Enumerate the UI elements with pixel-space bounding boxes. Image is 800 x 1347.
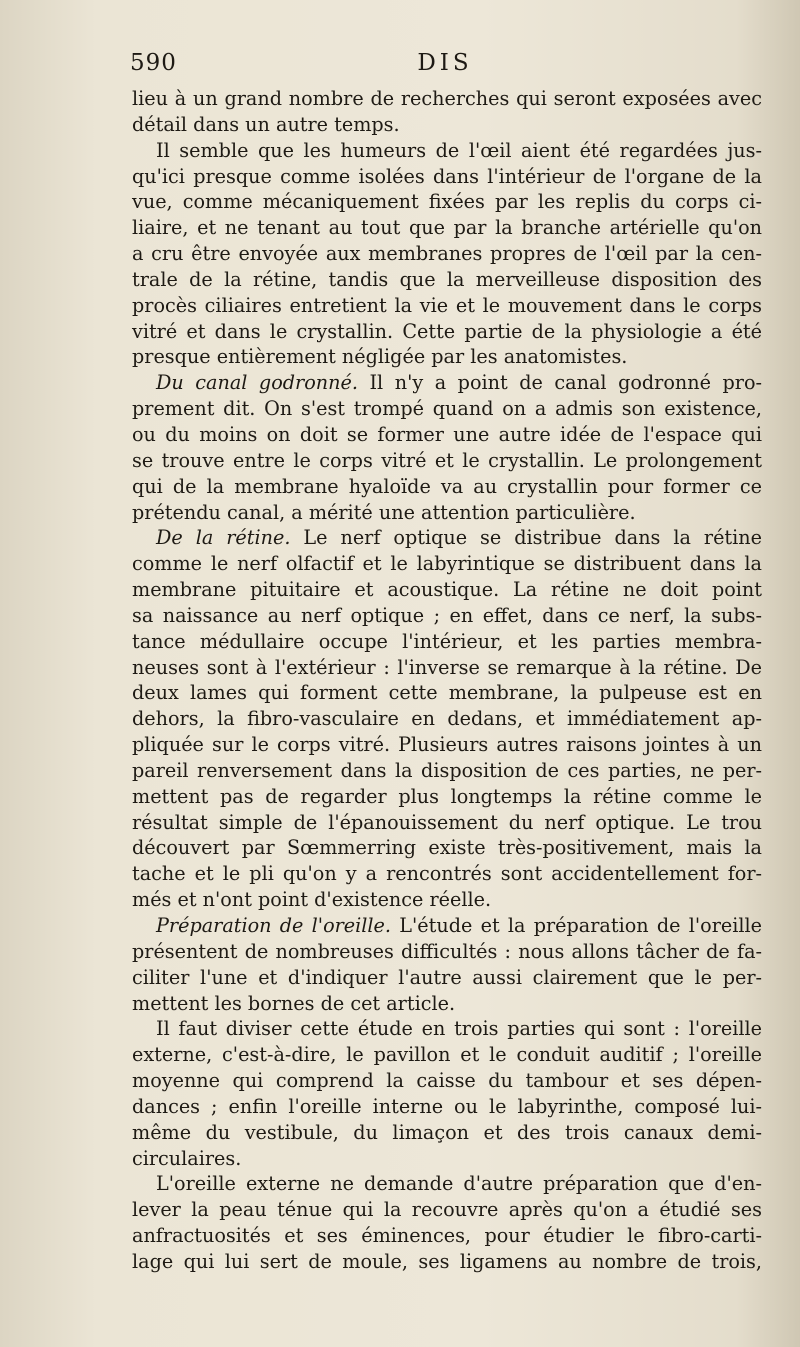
text-line bbox=[132, 525, 762, 551]
line-text: liaire, et ne tenant au tout que par la branche artérielle qu'on bbox=[132, 216, 762, 240]
line-text: més et n'ont point d'existence réelle. bbox=[132, 888, 492, 912]
text-line bbox=[132, 706, 762, 732]
text-line bbox=[132, 577, 762, 603]
text-line bbox=[132, 164, 762, 190]
text-line bbox=[132, 887, 762, 913]
line-text: sa naissance au nerf optique ; en effet, dans ce nerf, la subs- bbox=[132, 603, 762, 627]
text-line bbox=[132, 1068, 762, 1094]
section-heading: Du canal godronné. bbox=[156, 371, 358, 395]
text-line bbox=[132, 138, 762, 164]
section-heading: De la rétine. bbox=[156, 526, 291, 550]
text-line bbox=[132, 939, 762, 965]
section-heading: Préparation de l'oreille. bbox=[156, 914, 392, 937]
text-line bbox=[132, 112, 762, 138]
line-text: mettent pas de regarder plus longtemps la rétine comme le bbox=[132, 784, 762, 808]
text-line bbox=[132, 680, 762, 706]
text-line bbox=[132, 1120, 762, 1146]
line-text: ou du moins on doit se former une autre idée de l'espace qui bbox=[132, 422, 762, 446]
page-number: 590 bbox=[130, 50, 177, 76]
text-line bbox=[132, 474, 762, 500]
line-text: qui de la membrane hyaloïde va au crystallin pour former ce bbox=[132, 474, 762, 498]
line-text: mettent les bornes de cet article. bbox=[132, 991, 456, 1015]
text-line bbox=[132, 293, 762, 319]
text-line bbox=[132, 189, 762, 215]
line-text: Il n'y a point de canal godronné pro- bbox=[357, 371, 762, 395]
text-line bbox=[132, 86, 762, 112]
line-text: résultat simple de l'épanouissement du nerf optique. Le trou bbox=[132, 810, 762, 834]
line-text: Il faut diviser cette étude en trois parties qui sont : l'oreille bbox=[156, 1017, 762, 1041]
text-line bbox=[132, 241, 762, 267]
text-line bbox=[132, 267, 762, 293]
text-line bbox=[132, 215, 762, 241]
line-text: L'étude et la préparation de l'oreille bbox=[391, 914, 763, 937]
text-line bbox=[132, 422, 762, 448]
line-text: moyenne qui comprend la caisse du tambour et ses dépen- bbox=[132, 1069, 762, 1093]
line-text: présentent de nombreuses difficultés : nous allons tâcher de fa- bbox=[132, 939, 762, 963]
text-line bbox=[132, 732, 762, 758]
text-line bbox=[132, 1016, 762, 1042]
line-text: découvert par Sœmmerring existe très-positivement, mais la bbox=[132, 836, 762, 860]
text-line bbox=[132, 758, 762, 784]
line-text: ciliter l'une et d'indiquer l'autre aussi clairement que le per- bbox=[132, 965, 762, 989]
text-line bbox=[132, 965, 762, 991]
line-text: détail dans un autre temps. bbox=[132, 112, 400, 136]
line-text: procès ciliaires entretient la vie et le mouvement dans le corps bbox=[132, 293, 762, 317]
text-line bbox=[132, 551, 762, 577]
line-text: L'oreille externe ne demande d'autre préparation que d'en- bbox=[156, 1172, 762, 1196]
text-line bbox=[132, 1197, 762, 1223]
line-text: anfractuosités et ses éminences, pour étudier le fibro-carti- bbox=[132, 1224, 762, 1248]
text-line bbox=[132, 655, 762, 681]
line-text: neuses sont à l'extérieur : l'inverse se remarque à la rétine. De bbox=[132, 655, 762, 679]
page-header bbox=[130, 50, 760, 84]
text-line bbox=[132, 1171, 762, 1197]
text-line bbox=[132, 913, 762, 939]
text-line bbox=[132, 344, 762, 370]
line-text: externe, c'est-à-dire, le pavillon et le conduit auditif ; l'oreille bbox=[132, 1043, 762, 1067]
text-line bbox=[132, 1223, 762, 1249]
text-line bbox=[132, 500, 762, 526]
text-line bbox=[132, 319, 762, 345]
text-line bbox=[132, 396, 762, 422]
line-text: même du vestibule, du limaçon et des trois canaux demi- bbox=[132, 1120, 762, 1144]
line-text: lieu à un grand nombre de recherches qui seront exposées avec bbox=[132, 87, 762, 110]
text-line bbox=[132, 1094, 762, 1120]
running-head: DIS bbox=[417, 50, 473, 76]
line-text: deux lames qui forment cette membrane, la pulpeuse est en bbox=[132, 681, 762, 705]
line-text: tance médullaire occupe l'intérieur, et les parties membra- bbox=[132, 629, 762, 653]
line-text: pliquée sur le corps vitré. Plusieurs autres raisons jointes à un bbox=[132, 733, 762, 757]
text-line bbox=[132, 1249, 762, 1275]
line-text: lage qui lui sert de moule, ses ligamens au nombre de trois, bbox=[132, 1249, 762, 1273]
line-text: qu'ici presque comme isolées dans l'intérieur de l'organe de la bbox=[132, 164, 762, 188]
line-text: tache et le pli qu'on y a rencontrés sont accidentellement for- bbox=[132, 862, 762, 886]
text-line bbox=[132, 784, 762, 810]
text-line bbox=[132, 448, 762, 474]
line-text: presque entièrement négligée par les anatomistes. bbox=[132, 345, 628, 369]
line-text: dehors, la fibro-vasculaire en dedans, et immédiatement ap- bbox=[132, 707, 762, 731]
line-text: vitré et dans le crystallin. Cette partie de la physiologie a été bbox=[132, 319, 762, 343]
text-line bbox=[132, 370, 762, 396]
line-text: comme le nerf olfactif et le labyrintique se distribuent dans la bbox=[132, 552, 762, 576]
text-line bbox=[132, 1042, 762, 1068]
text-line bbox=[132, 1146, 762, 1172]
line-text: Il semble que les humeurs de l'œil aient été regardées jus- bbox=[156, 138, 762, 162]
text-line bbox=[132, 810, 762, 836]
text-line bbox=[132, 629, 762, 655]
text-line bbox=[132, 861, 762, 887]
line-text: dances ; enfin l'oreille interne ou le labyrinthe, composé lui- bbox=[132, 1094, 762, 1118]
line-text: prétendu canal, a mérité une attention particulière. bbox=[132, 500, 636, 524]
line-text: lever la peau ténue qui la recouvre après qu'on a étudié ses bbox=[132, 1198, 762, 1222]
text-line bbox=[132, 603, 762, 629]
line-text: Le nerf optique se distribue dans la rétine bbox=[290, 526, 762, 550]
text-line bbox=[132, 991, 762, 1017]
line-text: vue, comme mécaniquement fixées par les replis du corps ci- bbox=[132, 190, 762, 214]
line-text: se trouve entre le corps vitré et le crystallin. Le prolongement bbox=[132, 448, 762, 472]
line-text: a cru être envoyée aux membranes propres de l'œil par la cen- bbox=[132, 242, 762, 266]
line-text: pareil renversement dans la disposition de ces parties, ne per- bbox=[132, 758, 762, 782]
line-text: circulaires. bbox=[132, 1146, 242, 1170]
line-text: trale de la rétine, tandis que la merveilleuse disposition des bbox=[132, 267, 762, 291]
body-text bbox=[132, 86, 762, 1275]
line-text: prement dit. On s'est trompé quand on a admis son existence, bbox=[132, 397, 762, 421]
text-line bbox=[132, 835, 762, 861]
line-text: membrane pituitaire et acoustique. La rétine ne doit point bbox=[132, 578, 762, 602]
